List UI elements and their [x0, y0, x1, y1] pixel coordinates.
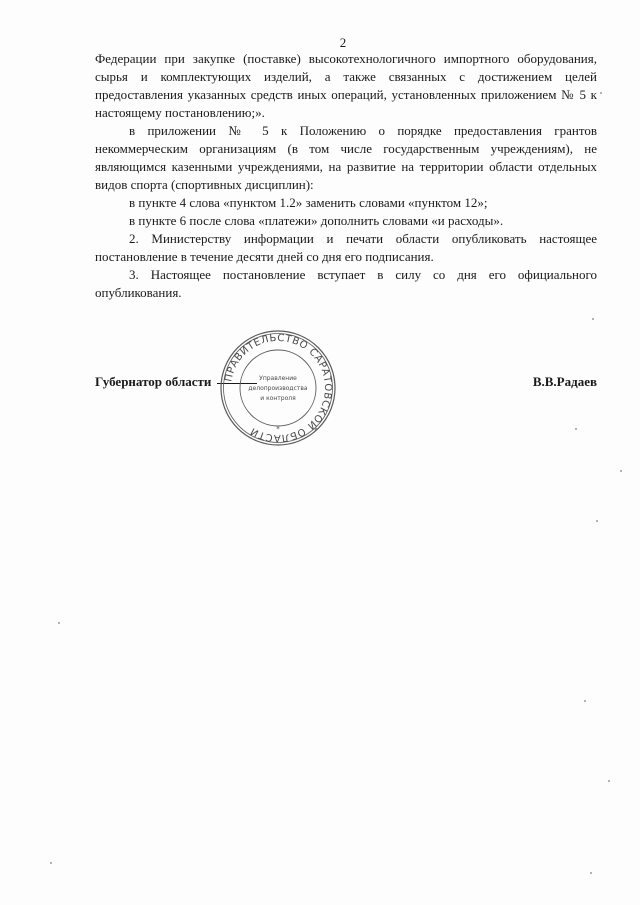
- seal-inner-line-3: и контроля: [260, 395, 296, 402]
- seal-star-icon: *: [276, 425, 280, 433]
- paragraph-appendix-5: в приложении № 5 к Положению о порядке предоставления грантов некоммерческим организациям (в том числе государственным учреждениям), не являющимся казенными учреждениями, на развитие на территории области отдельных видов спорта (спортивных дисциплин):: [95, 123, 597, 192]
- paragraph-continuation: Федерации при закупке (поставке) высокотехнологичного импортного оборудования, сырья и комплектующих изделий, а также связанных с достижением целей предоставления указанных средств иных операций, установленных приложением № 5 к настоящему постановлению;».: [95, 51, 597, 120]
- paragraph-effective-date: 3. Настоящее постановление вступает в силу со дня его официального опубликования.: [95, 267, 597, 300]
- scan-speck: [600, 92, 602, 94]
- signature-block: [95, 374, 597, 394]
- signatory-name: В.В.Радаев: [532, 374, 597, 389]
- paragraph-item-6: в пункте 6 после слова «платежи» дополнить словами «и расходы».: [129, 213, 504, 228]
- scan-speck: [584, 700, 586, 702]
- scan-speck: [590, 872, 592, 874]
- scan-speck: [620, 470, 622, 472]
- paragraph-publish: 2. Министерству информации и печати области опубликовать настоящее постановление в течение десяти дней со дня его подписания.: [95, 231, 597, 264]
- scan-speck: [58, 622, 60, 624]
- scan-speck: [592, 318, 594, 320]
- seal-inner-line-2: делопроизводства: [248, 385, 308, 392]
- paragraph-item-4: в пункте 4 слова «пунктом 1.2» заменить словами «пунктом 12»;: [129, 195, 488, 210]
- page-number: 2: [339, 35, 347, 50]
- seal-inner-line-1: Управление: [259, 375, 297, 382]
- scan-speck: [50, 862, 52, 864]
- official-seal-stamp: [218, 328, 338, 448]
- scan-speck: [596, 520, 598, 522]
- scan-speck: [608, 780, 610, 782]
- document-body: [95, 50, 597, 302]
- seal-ring-text: ПРАВИТЕЛЬСТВО САРАТОВСКОЙ ОБЛАСТИ: [223, 332, 334, 444]
- signatory-title: Губернатор области: [95, 374, 212, 389]
- scan-speck: [575, 428, 577, 430]
